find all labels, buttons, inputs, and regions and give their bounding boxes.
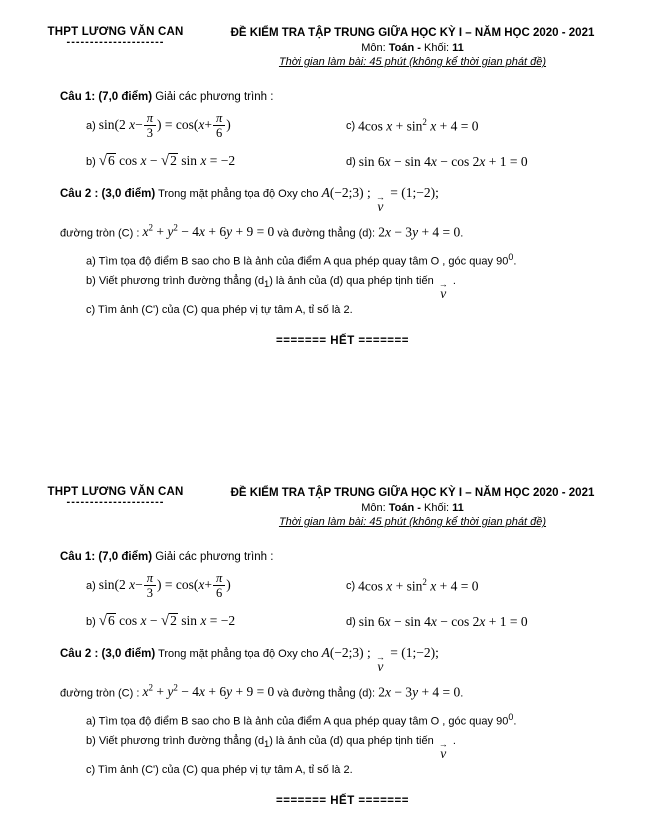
eq-a-t5: ) (226, 576, 231, 592)
eq-a-t5: ) (226, 116, 231, 132)
subject-label: Môn: (361, 502, 386, 515)
equation-d-math (359, 614, 528, 630)
vector-v-notation: → v (439, 281, 448, 301)
point-a: A(−2;3) ; (321, 645, 371, 661)
eq-a-t3: ) = cos( (157, 576, 199, 592)
exam-title: ĐỀ KIỂM TRA TẬP TRUNG GIỮA HỌC KỲ I – NĂM HỌC 2020 - 2021 (230, 487, 595, 500)
eq-b-cos: cos (119, 153, 138, 169)
fraction-pi-3: $\frac{\pi}{3}$ (144, 572, 156, 600)
question2-number: Câu 2 : (3,0 điểm) (60, 188, 156, 200)
grade-label: Khối: (424, 502, 450, 515)
question1-instruction: Giải các phương trình : (155, 551, 274, 564)
eq-a-x1: x (129, 116, 136, 132)
equation-c-math (358, 577, 478, 595)
fraction-pi-6: $\frac{\pi}{6}$ (213, 572, 225, 600)
eq-d-x3: x (479, 153, 486, 169)
eq-a-minus: − (135, 576, 143, 592)
eq-b-cos: cos (119, 613, 138, 629)
question2-line2 (60, 676, 625, 706)
sqrt-radical: √ 6 (99, 613, 116, 630)
question2-item-a: a) Tìm tọa độ điểm B sao cho B là ảnh của điểm A qua phép quay tâm O , góc quay $90^0$. (86, 252, 517, 268)
fraction-pi-3: $\frac{\pi}{3}$ (144, 112, 156, 140)
school-name: THPT LƯƠNG VĂN CAN (47, 486, 184, 499)
question1-number: Câu 1: (7,0 điểm) (60, 551, 153, 564)
equation-c-label: c) (346, 579, 356, 592)
equation-d (346, 608, 625, 635)
equation-c (346, 103, 625, 148)
question1-heading (60, 91, 625, 103)
equation-b (86, 608, 346, 635)
eq-c-x1: x (386, 118, 393, 134)
eq-c-t1: 4cos (358, 578, 383, 594)
duration-line: Thời gian làm bài: 45 phút (không kể thời gian phát đề) (278, 516, 547, 529)
duration-line: Thời gian làm bài: 45 phút (không kể thời gian phát đề) (278, 56, 547, 68)
superscript: 2 (148, 222, 153, 233)
exam-header (0, 486, 645, 530)
equation-c-label: c) (346, 119, 356, 132)
eq-a-minus: − (135, 116, 143, 132)
equation-a-label: a) (86, 119, 96, 132)
school-dashes: --------------------- (66, 36, 165, 48)
equation-a-label: a) (86, 579, 96, 592)
line-equation: 2x − 3y + 4 = 0 (378, 684, 461, 700)
eq-b-x2: x (200, 613, 207, 629)
end-marker: ======= HẾT ======= (276, 795, 409, 808)
subscript: 1 (264, 739, 270, 750)
circle-label: đường tròn (C) : (60, 227, 140, 239)
equation-a-math (99, 112, 231, 140)
eq-d-t4: + 1 = 0 (488, 613, 528, 629)
eq-b-minus: − (149, 153, 158, 169)
eq-d-x2: x (430, 613, 437, 629)
eq-b-rhs: = −2 (209, 613, 236, 629)
equation-b-label: b) (86, 615, 96, 628)
line-d-label: và đường thẳng (d): (277, 227, 376, 239)
superscript: 2 (422, 576, 427, 587)
question2-intro: Trong mặt phẳng tọa độ Oxy cho (158, 188, 319, 200)
question2-items (86, 708, 625, 780)
question2-number: Câu 2 : (3,0 điểm) (60, 648, 156, 661)
eq-d-x1: x (384, 153, 391, 169)
eq-d-x2: x (430, 153, 437, 169)
equation-d (346, 148, 625, 175)
eq-b-sin: sin (181, 153, 198, 169)
question2-intro: Trong mặt phẳng tọa độ Oxy cho (158, 648, 319, 661)
line-d-label: và đường thẳng (d): (277, 687, 376, 700)
equation-d-math (359, 154, 528, 170)
question1-equations (86, 563, 625, 635)
equation-b-math (99, 153, 235, 170)
exam-copy-slot-1 (0, 26, 645, 347)
sqrt-radical: √ 2 (161, 153, 178, 170)
grade-value: 11 (452, 42, 464, 54)
circle-equation: $x^2 + y^2 - 4x + 6y + 9 = 0$ (142, 682, 275, 700)
subscript: 1 (264, 279, 270, 290)
eq-b-x2: x (200, 153, 207, 169)
sqrt-radical: √ 2 (161, 613, 178, 630)
superscript: 0 (508, 712, 514, 723)
eq-b-minus: − (149, 613, 158, 629)
equation-c (346, 563, 625, 608)
exam-body (0, 91, 645, 347)
question1-equations (86, 103, 625, 175)
subject-line (195, 501, 630, 515)
subject-line (195, 41, 630, 55)
school-dashes: --------------------- (66, 496, 165, 509)
circle-equation: $x^2 + y^2 - 4x + 6y + 9 = 0$ (142, 222, 275, 239)
question2-item-a: a) Tìm tọa độ điểm B sao cho B là ảnh của điểm A qua phép quay tâm O , góc quay $90^0$. (86, 712, 517, 728)
end-marker: ======= HẾT ======= (276, 335, 409, 348)
equation-b (86, 148, 346, 175)
exam-body (0, 551, 645, 807)
question2-item-c: c) Tìm ảnh (C') của (C) qua phép vị tự tâm A, tỉ số là 2. (86, 763, 353, 776)
superscript: 2 (173, 682, 178, 693)
question1-instruction: Giải các phương trình : (155, 91, 274, 103)
eq-a-x2: x (198, 576, 205, 592)
eq-d-t4: + 1 = 0 (488, 153, 528, 169)
question2-item-c: c) Tìm ảnh (C') của (C) qua phép vị tự tâm A, tỉ số là 2. (86, 303, 353, 316)
equation-d-label: d) (346, 615, 356, 628)
eq-d-t3: − cos 2 (440, 613, 480, 629)
eq-a-plus: + (204, 116, 213, 132)
vector-v-notation: → v (439, 741, 448, 761)
eq-a-plus: + (204, 576, 213, 592)
superscript: 2 (148, 682, 153, 693)
grade-label: Khối: (424, 42, 450, 54)
question2-line2 (60, 216, 625, 246)
exam-copy (0, 486, 645, 807)
eq-b-sin: sin (181, 613, 198, 629)
vector-v-definition: → v = (1;−2); (374, 185, 439, 200)
eq-c-t3: + 4 = 0 (439, 578, 479, 594)
eq-d-t3: − cos 2 (440, 153, 480, 169)
eq-d-t1: sin 6 (358, 153, 385, 169)
eq-b-rhs: = −2 (209, 153, 236, 169)
eq-c-x2: x (430, 118, 437, 134)
equation-b-label: b) (86, 155, 96, 168)
question1-heading (60, 551, 625, 563)
superscript: 0 (508, 252, 514, 262)
question2-item-b: b) Viết phương trình đường thẳng $(d_1)$ là ảnh của (d) qua phép tịnh tiến → v . (86, 272, 625, 301)
eq-c-x2: x (430, 578, 437, 594)
question2-heading (60, 641, 625, 674)
vector-v-notation: → v (376, 194, 385, 214)
equation-b-math (99, 613, 235, 630)
sqrt-radical: √ 6 (99, 153, 116, 170)
eq-a-x1: x (129, 576, 136, 592)
question1-number: Câu 1: (7,0 điểm) (60, 91, 153, 103)
eq-d-t2: − sin 4 (394, 153, 431, 169)
equation-a-math (99, 572, 231, 600)
eq-c-x1: x (386, 578, 393, 594)
point-a: A(−2;3) ; (321, 185, 371, 200)
subject-value: Toán - (388, 502, 421, 515)
sentence-end: . (460, 687, 464, 700)
superscript: 2 (422, 116, 427, 127)
equation-d-label: d) (346, 155, 356, 168)
subject-label: Môn: (361, 42, 386, 54)
eq-b-x1: x (140, 613, 147, 629)
equation-a (86, 563, 346, 608)
exam-title: ĐỀ KIỂM TRA TẬP TRUNG GIỮA HỌC KỲ I – NĂM HỌC 2020 - 2021 (230, 27, 595, 39)
circle-label: đường tròn (C) : (60, 687, 140, 700)
equation-c-math (358, 117, 478, 135)
fraction-pi-6: $\frac{\pi}{6}$ (213, 112, 225, 140)
equation-a (86, 103, 346, 148)
eq-a-x2: x (198, 116, 205, 132)
exam-copy-slot-2 (0, 486, 645, 807)
school-name: THPT LƯƠNG VĂN CAN (47, 26, 184, 38)
school-block (28, 26, 203, 47)
eq-a-t3: ) = cos( (157, 116, 199, 132)
eq-c-t2: + sin (395, 118, 423, 134)
eq-d-x1: x (384, 613, 391, 629)
vector-v-notation: → v (376, 654, 385, 674)
exam-copy (0, 26, 645, 347)
eq-c-t2: + sin (395, 578, 423, 594)
line-equation: 2x − 3y + 4 = 0 (378, 224, 461, 239)
eq-c-t3: + 4 = 0 (439, 118, 479, 134)
superscript: 2 (173, 222, 178, 233)
eq-a-t1: sin(2 (98, 576, 126, 592)
question2-item-b: b) Viết phương trình đường thẳng $(d_1)$ là ảnh của (d) qua phép tịnh tiến → v . (86, 732, 625, 761)
eq-b-x1: x (140, 153, 147, 169)
subject-value: Toán - (388, 42, 421, 54)
eq-d-x3: x (479, 613, 486, 629)
eq-c-t1: 4cos (358, 118, 383, 134)
vector-v-definition: → v = (1;−2); (374, 645, 439, 660)
eq-d-t2: − sin 4 (394, 613, 431, 629)
question2-items (86, 248, 625, 320)
eq-d-t1: sin 6 (358, 613, 385, 629)
eq-a-t1: sin(2 (98, 116, 126, 132)
sentence-end: . (460, 227, 464, 239)
question2-heading (60, 181, 625, 214)
grade-value: 11 (452, 502, 464, 515)
school-block (28, 486, 203, 507)
exam-header (0, 26, 645, 70)
